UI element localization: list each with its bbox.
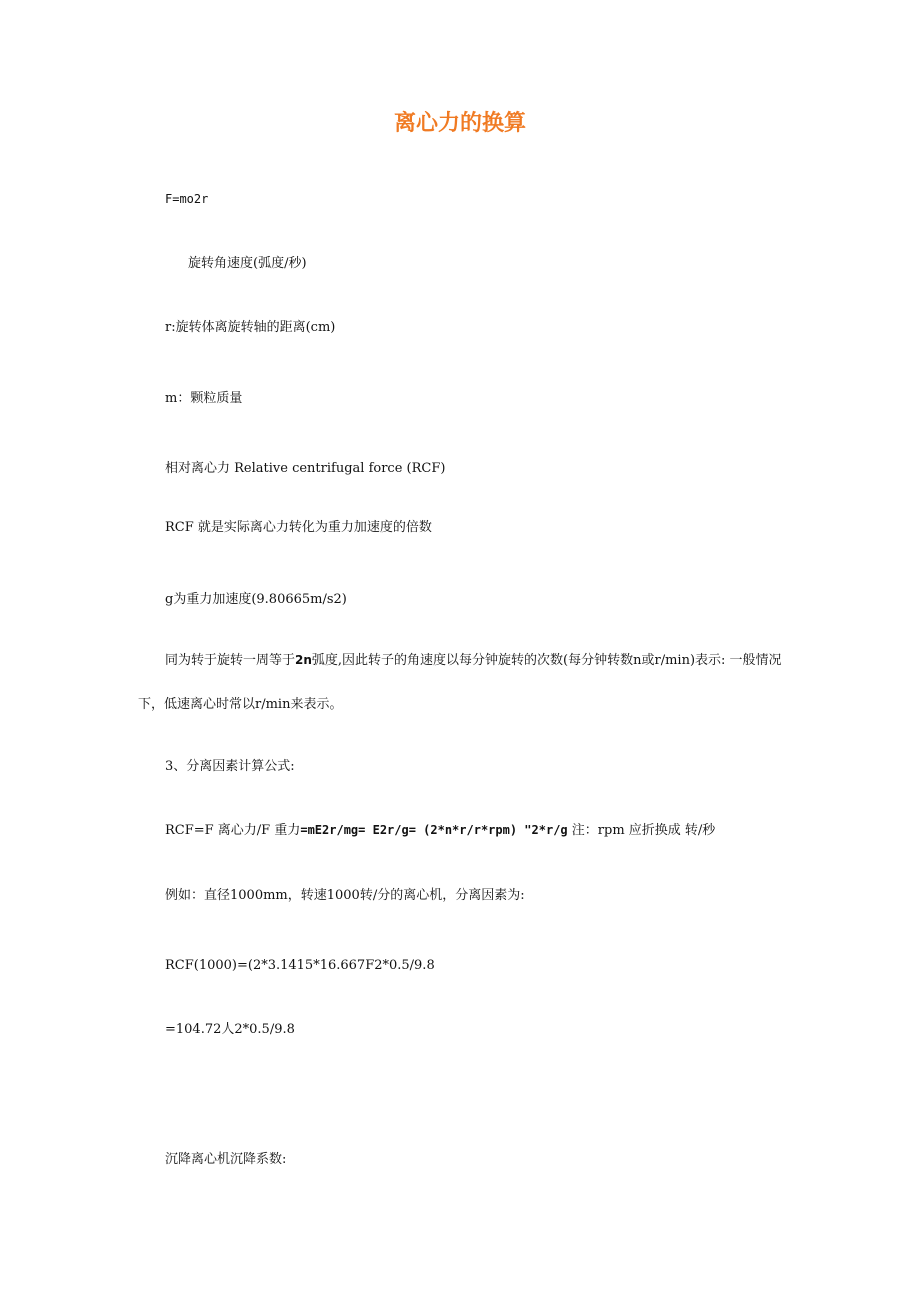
calculation-line-2: =104.72人2*0.5/9.8	[165, 1022, 295, 1037]
rcf-definition: RCF 就是实际离心力转化为重力加速度的倍数	[165, 520, 432, 535]
rcf-formula-part1: RCF=F 离心力/F 重力	[165, 823, 301, 838]
para-text-b: 2n	[295, 653, 312, 667]
omega-definition: 旋转角速度(弧度/秒)	[188, 256, 307, 271]
rcf-name: 相对离心力 Relative centrifugal force (RCF)	[165, 461, 446, 476]
formula-f: F=mo2r	[165, 192, 209, 206]
angular-velocity-paragraph	[138, 638, 783, 727]
rcf-formula-part2: =mE2r/mg= E2r/g= (2*n*r/r*rpm) "2*r/g	[300, 823, 568, 837]
para-text-a: 同为转于旋转一周等于	[165, 653, 296, 668]
g-definition: g为重力加速度(9.80665m/s2)	[165, 592, 347, 607]
r-definition: r:旋转体离旋转轴的距离(cm)	[165, 320, 336, 335]
section-3-heading: 3、分离因素计算公式:	[165, 759, 295, 774]
calculation-line-1: RCF(1000)=(2*3.1415*16.667F2*0.5/9.8	[165, 958, 435, 973]
m-definition: m：颗粒质量	[165, 391, 243, 406]
page-title: 离心力的换算	[393, 111, 526, 136]
rcf-formula	[165, 821, 715, 840]
rcf-formula-note: 注：rpm 应折换成 转/秒	[567, 823, 716, 838]
sedimentation-coefficient-heading: 沉降离心机沉降系数:	[165, 1152, 287, 1167]
example-line: 例如：直径1000mm，转速1000转/分的离心机，分离因素为:	[165, 888, 525, 903]
para-text-c: 弧度,因此转子的角速度以每分钟旋转的次数(每分钟转数n或r/min)表示: 一般情况下，低速离心时常以r/min来表示。	[138, 653, 782, 712]
